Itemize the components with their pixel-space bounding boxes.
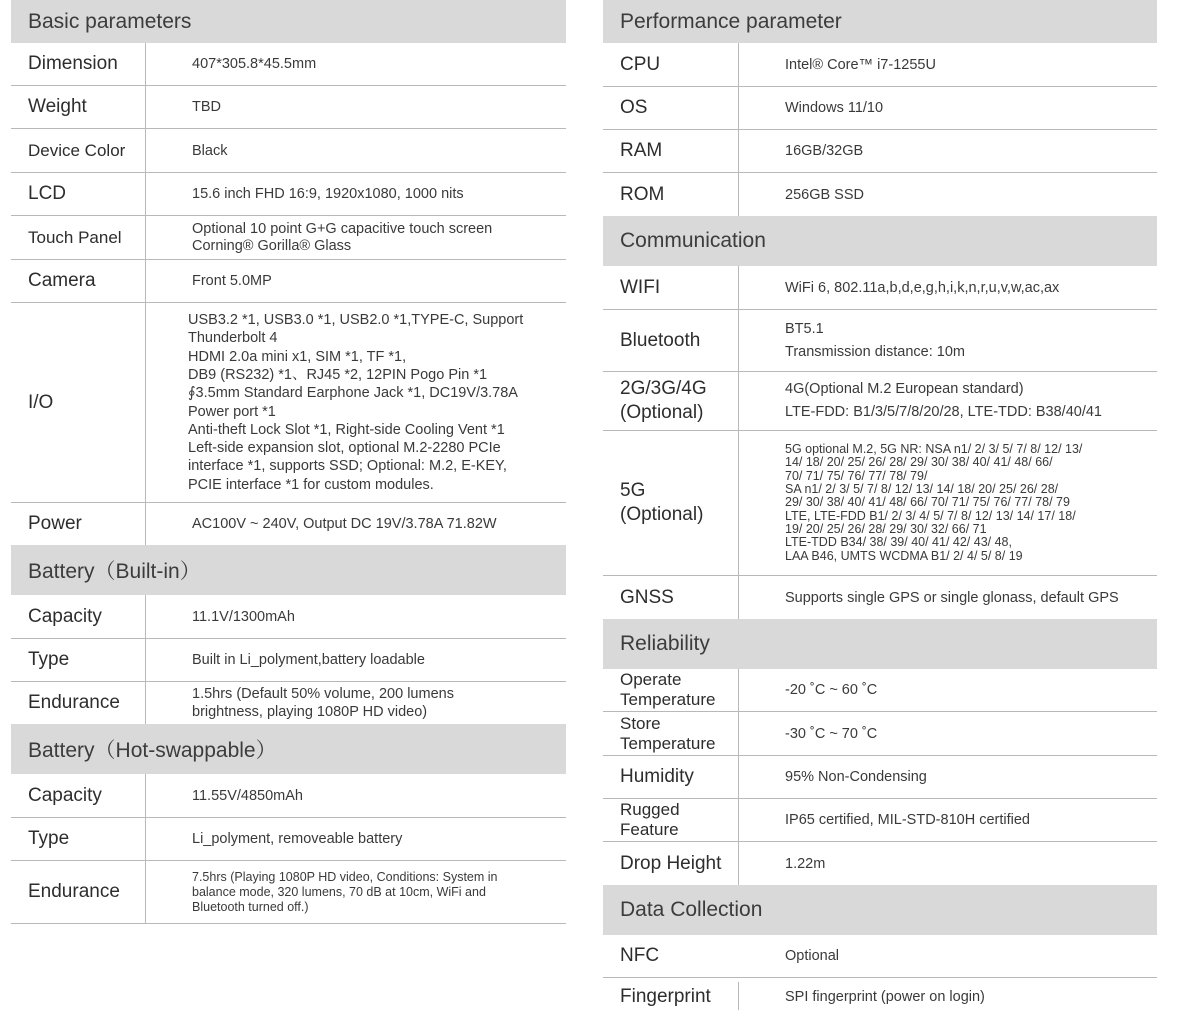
- spec-row-camera: [11, 260, 566, 303]
- spec-value: 11.1V/1300mAh: [192, 608, 295, 625]
- spec-key: OS: [603, 87, 739, 129]
- spec-row-nfc: [603, 935, 1157, 978]
- spec-value: IP65 certified, MIL-STD-810H certified: [785, 812, 1030, 828]
- spec-value: 256GB SSD: [785, 186, 864, 203]
- spec-key: Touch Panel: [11, 216, 146, 259]
- spec-row-endurance: [11, 682, 566, 724]
- spec-key: Operate Temperature: [603, 669, 739, 711]
- spec-key: Endurance: [11, 682, 146, 724]
- spec-value: Intel® Core™ i7-1255U: [785, 56, 936, 73]
- section-header-battery-hot: Battery（Hot-swappable）: [11, 724, 566, 774]
- spec-key: WIFI: [603, 266, 739, 309]
- spec-value: -30 ˚C ~ 70 ˚C: [785, 725, 878, 742]
- spec-value: 7.5hrs (Playing 1080P HD video, Conditions: System in balance mode, 320 lumens, 70 dB at 10cm, WiFi and Bluetooth turned off.): [192, 869, 498, 914]
- spec-value: Windows 11/10: [785, 100, 884, 116]
- spec-key: Fingerprint: [603, 978, 739, 1010]
- spec-row-rom: [603, 173, 1157, 216]
- right-spec-column: [603, 0, 1157, 1010]
- spec-row-ram: [603, 130, 1157, 173]
- spec-row-capacity: [11, 774, 566, 818]
- spec-key: Type: [11, 639, 146, 681]
- spec-row-store-temperature: [603, 712, 1157, 756]
- spec-value: 95% Non-Condensing: [785, 769, 927, 785]
- left-spec-column: [11, 0, 566, 924]
- spec-key: Power: [11, 503, 146, 545]
- spec-value: 15.6 inch FHD 16:9, 1920x1080, 1000 nits: [192, 186, 464, 202]
- spec-value: TBD: [192, 99, 221, 115]
- spec-row-fingerprint: [603, 978, 1157, 1010]
- spec-key: Rugged Feature: [603, 799, 739, 841]
- spec-row-5g: [603, 431, 1157, 576]
- spec-value: SPI fingerprint (power on login): [785, 988, 985, 1005]
- spec-value: 407*305.8*45.5mm: [192, 56, 317, 72]
- spec-key: I/O: [11, 303, 146, 502]
- spec-key: NFC: [620, 945, 660, 966]
- spec-row-type: [11, 818, 566, 861]
- spec-row-io: [11, 303, 566, 503]
- spec-value: -20 ˚C ~ 60 ˚C: [785, 682, 878, 698]
- spec-value: Optional 10 point G+G capacitive touch screen Corning® Gorilla® Glass: [192, 220, 493, 254]
- spec-value: Li_polyment, removeable battery: [192, 831, 403, 847]
- spec-row-endurance: [11, 861, 566, 924]
- spec-value: 1.22m: [785, 855, 826, 872]
- spec-value: WiFi 6, 802.11a,b,d,e,g,h,i,k,n,r,u,v,w,ac,ax: [785, 279, 1060, 296]
- spec-row-gnss: [603, 576, 1157, 619]
- spec-value: Black: [192, 142, 228, 159]
- spec-value: Optional: [785, 948, 840, 964]
- spec-value: Built in Li_polyment,battery loadable: [192, 652, 425, 668]
- spec-row-cpu: [603, 43, 1157, 87]
- section-header-basic: Basic parameters: [11, 0, 566, 43]
- spec-row-rugged-feature: [603, 799, 1157, 842]
- spec-row-os: [603, 87, 1157, 130]
- spec-row-bluetooth: [603, 310, 1157, 372]
- spec-row-drop-height: [603, 842, 1157, 885]
- spec-value: 1.5hrs (Default 50% volume, 200 lumens brightness, playing 1080P HD video): [192, 686, 454, 720]
- spec-row-weight: [11, 86, 566, 129]
- spec-key: Drop Height: [603, 842, 739, 885]
- section-header-data-collection: Data Collection: [603, 885, 1157, 935]
- spec-row-capacity: [11, 595, 566, 639]
- spec-key: RAM: [603, 130, 739, 172]
- spec-key: CPU: [603, 43, 739, 86]
- spec-key: 2G/3G/4G (Optional): [603, 372, 739, 430]
- spec-key: Capacity: [11, 595, 146, 638]
- spec-key: Store Temperature: [603, 712, 739, 755]
- spec-key: Camera: [11, 260, 146, 302]
- spec-key: Weight: [11, 86, 146, 128]
- section-header-communication: Communication: [603, 216, 1157, 266]
- spec-key: Device Color: [11, 129, 146, 172]
- spec-row-lcd: [11, 173, 566, 216]
- spec-row-type: [11, 639, 566, 682]
- spec-key: Dimension: [11, 43, 146, 85]
- section-header-reliability: Reliability: [603, 619, 1157, 669]
- spec-key: Type: [11, 818, 146, 860]
- spec-row-2g-3g-4g: [603, 372, 1157, 431]
- section-header-battery-builtin: Battery（Built-in）: [11, 545, 566, 595]
- spec-row-dimension: [11, 43, 566, 86]
- spec-key: GNSS: [603, 576, 739, 619]
- spec-key: 5G (Optional): [603, 431, 739, 575]
- spec-row-touch-panel: [11, 216, 566, 260]
- spec-value: 4G(Optional M.2 European standard) LTE-FDD: B1/3/5/7/8/20/28, LTE-TDD: B38/40/41: [785, 381, 1102, 420]
- spec-value: USB3.2 *1, USB3.0 *1, USB2.0 *1,TYPE-C, Support Thunderbolt 4 HDMI 2.0a mini x1, SIM *1, TF *1, DB9 (RS232) *1、RJ45 *2, 12PIN Pogo Pin *1 ∮3.5mm Standard Earphone Jack *1, DC19V/3.78A Power port *1 Anti-theft Lock Slot *1, Right-side Cooling Vent *1 Left-side expansion slot, optional M.2-2280 PCIe interface *1, supports SSD; Optional: M.2, E-KEY, PCIE interface *1 for custom modules.: [188, 312, 524, 493]
- spec-row-operate-temperature: [603, 669, 1157, 712]
- spec-value: 5G optional M.2, 5G NR: NSA n1/ 2/ 3/ 5/ 7/ 8/ 12/ 13/ 14/ 18/ 20/ 25/ 26/ 28/ 29/ 30/ 38/ 40/ 41/ 48/ 66/ 70/ 71/ 75/ 76/ 77/ 78/ 79/ SA n1/ 2/ 3/ 5/ 7/ 8/ 12/ 13/ 14/ 18/ 20/ 25/ 26/ 28/ 29/ 30/ 38/ 40/ 41/ 48/ 66/ 70/ 71/ 75/ 76/ 77/ 78/ 79 LTE, LTE-FDD B1/ 2/ 3/ 4/ 5/ 7/ 8/ 12/ 13/ 14/ 17/ 18/ 19/ 20/ 25/ 26/ 28/ 29/ 30/ 32/ 66/ 71 LTE-TDD B34/ 38/ 39/ 40/ 41/ 42/ 43/ 48, LAA B46, UMTS WCDMA B1/ 2/ 4/ 5/ 8/ 19: [785, 442, 1083, 563]
- spec-value: 16GB/32GB: [785, 143, 864, 159]
- spec-key: Humidity: [603, 756, 739, 798]
- spec-row-humidity: [603, 756, 1157, 799]
- spec-value: 11.55V/4850mAh: [192, 787, 303, 804]
- spec-row-wifi: [603, 266, 1157, 310]
- spec-value: AC100V ~ 240V, Output DC 19V/3.78A 71.82W: [192, 516, 497, 532]
- spec-key: Capacity: [11, 774, 146, 817]
- spec-value: BT5.1 Transmission distance: 10m: [785, 320, 965, 360]
- spec-key: LCD: [11, 173, 146, 215]
- spec-row-device-color: [11, 129, 566, 173]
- spec-row-power: [11, 503, 566, 545]
- spec-key: Endurance: [11, 861, 146, 923]
- spec-value: Supports single GPS or single glonass, default GPS: [785, 589, 1119, 606]
- spec-key: Bluetooth: [603, 310, 739, 371]
- section-header-performance: Performance parameter: [603, 0, 1157, 43]
- spec-value: Front 5.0MP: [192, 273, 272, 289]
- spec-key: ROM: [603, 173, 739, 216]
